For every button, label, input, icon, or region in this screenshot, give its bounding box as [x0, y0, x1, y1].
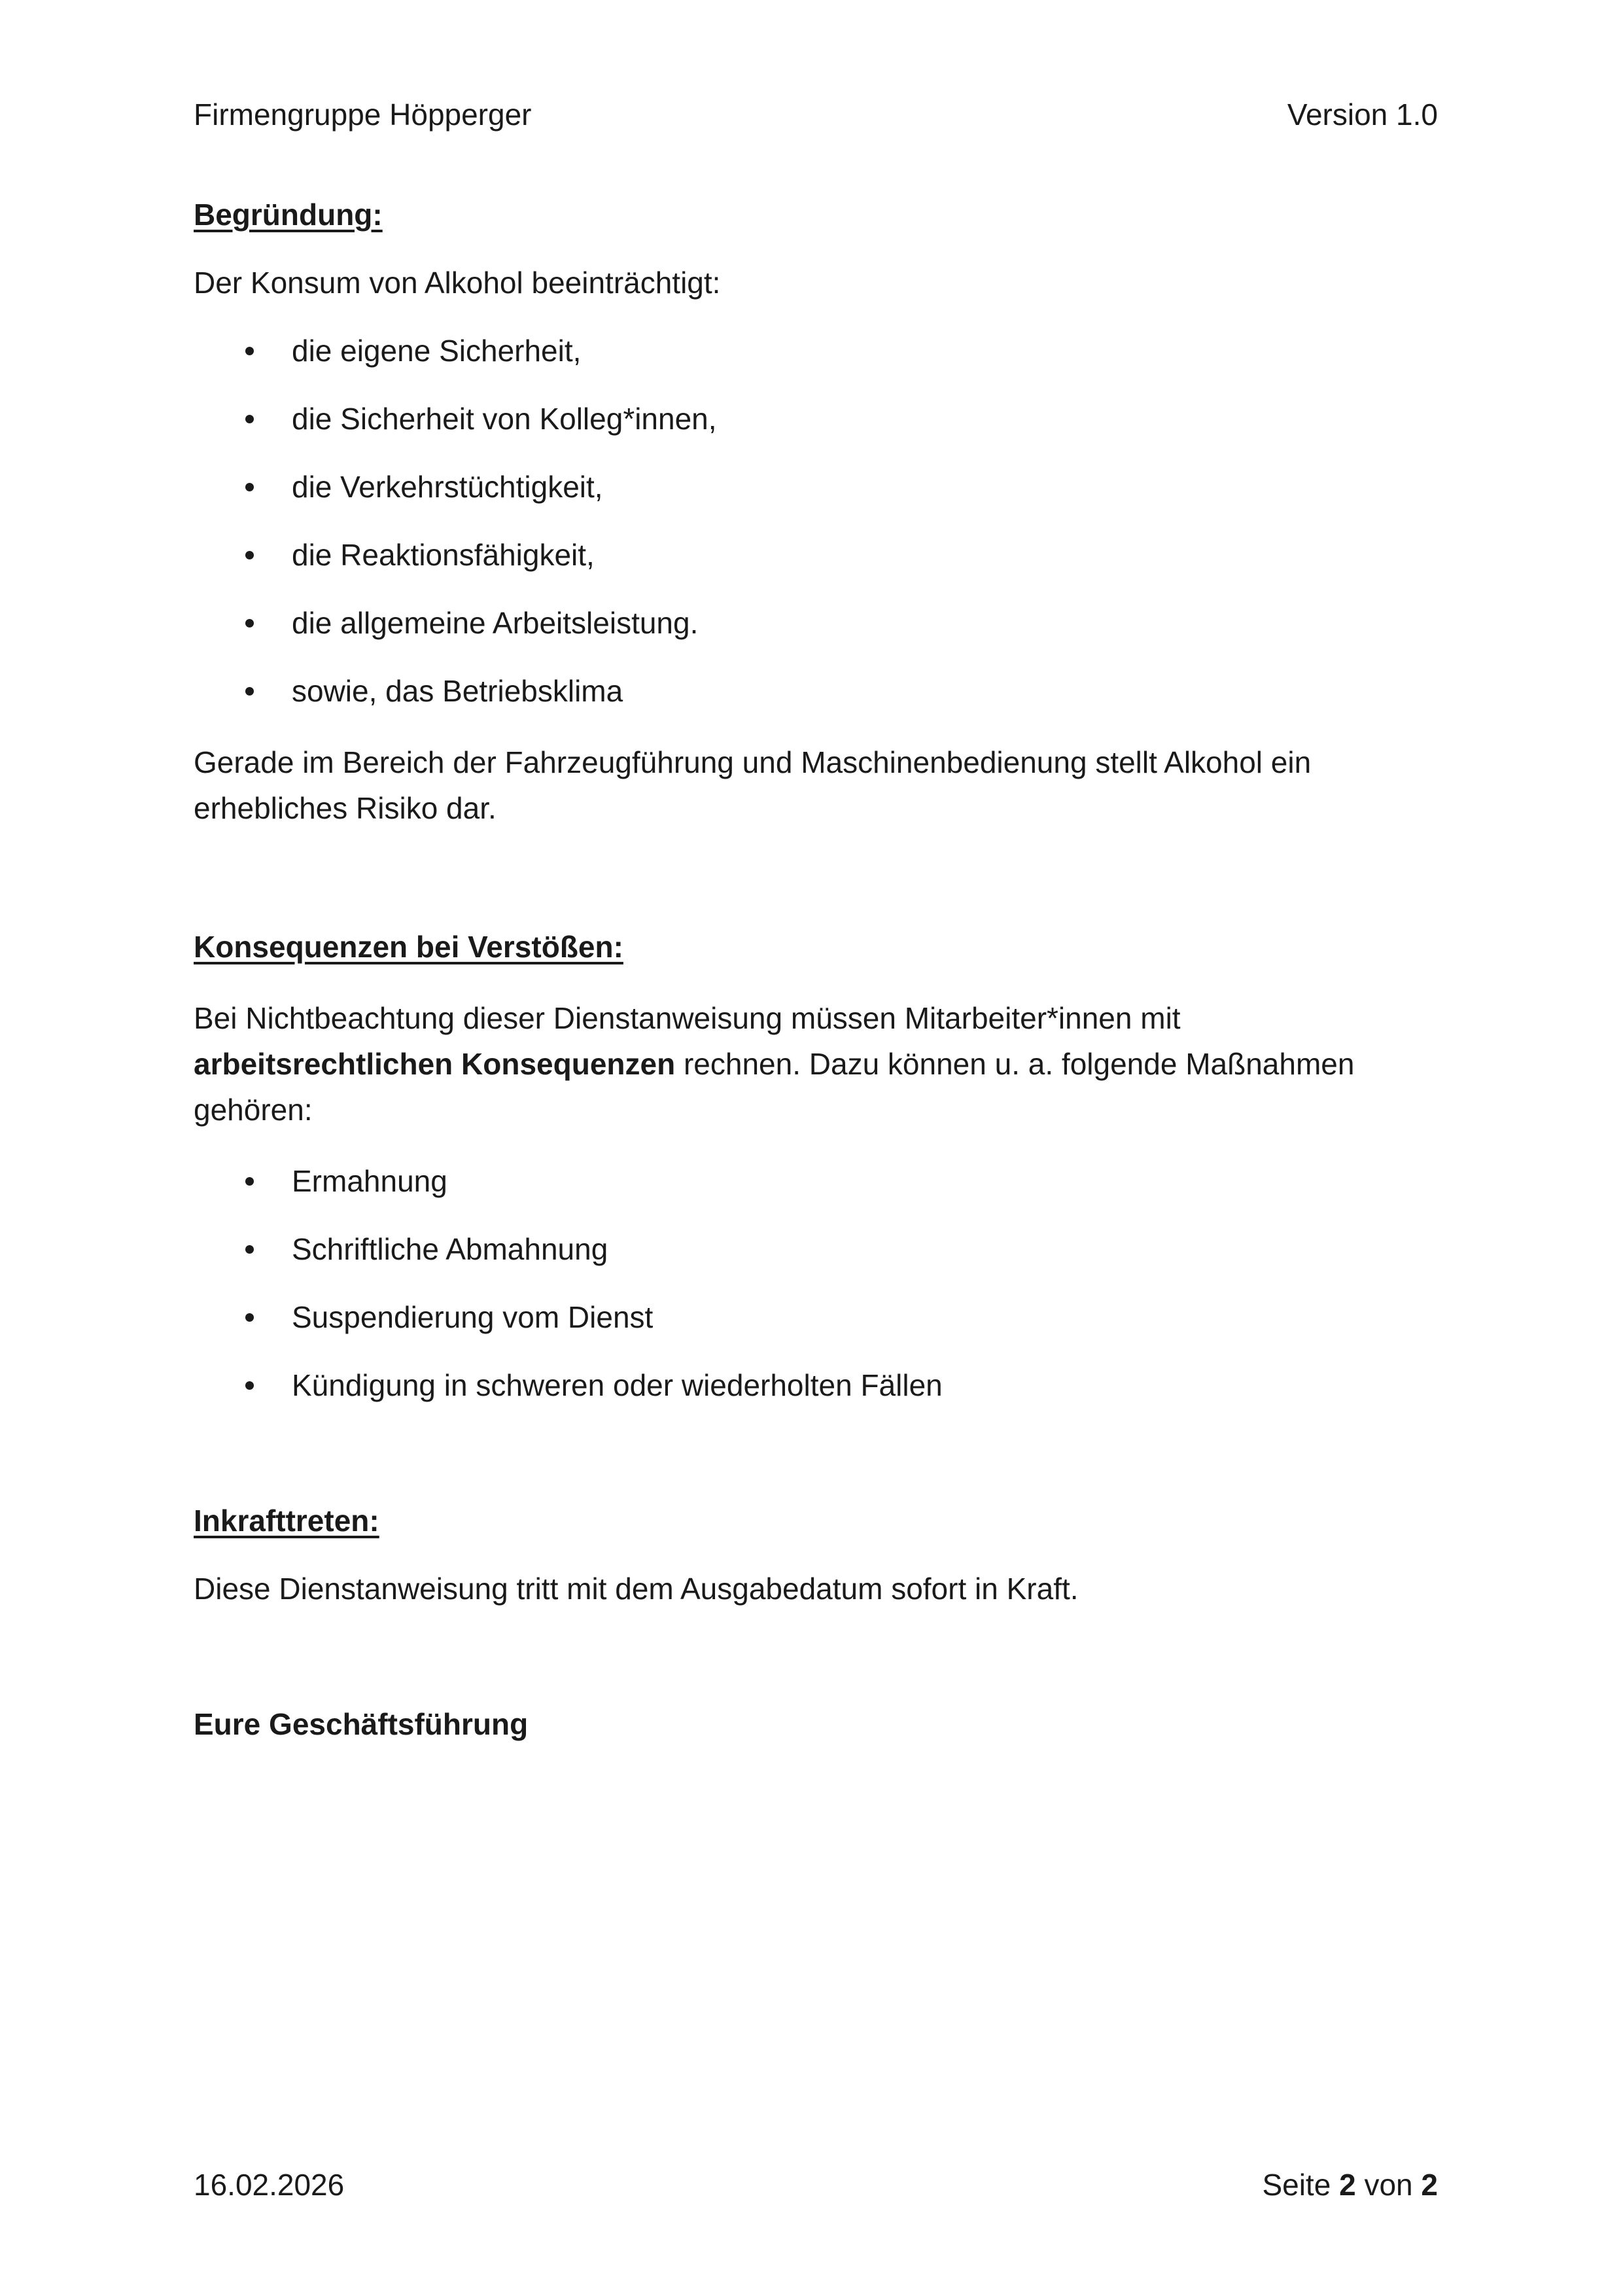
begruendung-closing: Gerade im Bereich der Fahrzeugführung und Maschinenbedienung stellt Alkohol ein erhebliches Risiko dar.	[194, 745, 1312, 825]
bullet-icon	[245, 687, 254, 696]
list-item: sowie, das Betriebsklima	[194, 671, 1438, 711]
bullet-icon	[245, 619, 254, 627]
section-heading-begruendung: Begründung:	[194, 198, 383, 232]
list-item: Ermahnung	[194, 1161, 1438, 1201]
inkrafttreten-text: Diese Dienstanweisung tritt mit dem Ausgabedatum sofort in Kraft.	[194, 1572, 1079, 1606]
page-footer	[194, 2167, 1438, 2202]
begruendung-intro: Der Konsum von Alkohol beeinträchtigt:	[194, 266, 721, 300]
page-header	[194, 97, 1438, 132]
begruendung-list	[194, 331, 1438, 711]
page-number: Seite 2 von 2	[1262, 2168, 1438, 2202]
version-label: Version 1.0	[1287, 97, 1438, 132]
list-item: die Reaktionsfähigkeit,	[194, 535, 1438, 574]
bullet-icon	[245, 347, 254, 355]
bullet-icon	[245, 1381, 254, 1390]
konsequenzen-intro: Bei Nichtbeachtung dieser Dienstanweisung müssen Mitarbeiter*innen mit arbeitsrechtlichen Konsequenzen rechnen. Dazu können u. a. folgende Maßnahmen gehören:	[194, 1001, 1355, 1127]
company-name: Firmengruppe Höpperger	[194, 97, 532, 132]
bullet-icon	[245, 1245, 254, 1254]
issue-date: 16.02.2026	[194, 2168, 345, 2202]
list-item: die Verkehrstüchtigkeit,	[194, 467, 1438, 506]
document-body	[194, 195, 1438, 1744]
list-item: Schriftliche Abmahnung	[194, 1229, 1438, 1269]
bullet-icon	[245, 1313, 254, 1322]
list-item: Kündigung in schweren oder wiederholten Fällen	[194, 1366, 1438, 1405]
bullet-icon	[245, 415, 254, 423]
emphasis-text: arbeitsrechtlichen Konsequenzen	[194, 1047, 676, 1081]
list-item: die Sicherheit von Kolleg*innen,	[194, 399, 1438, 438]
bullet-icon	[245, 551, 254, 559]
bullet-icon	[245, 1177, 254, 1186]
list-item: die eigene Sicherheit,	[194, 331, 1438, 370]
bullet-icon	[245, 483, 254, 491]
konsequenzen-list	[194, 1161, 1438, 1405]
section-heading-konsequenzen: Konsequenzen bei Verstößen:	[194, 930, 623, 964]
signature: Eure Geschäftsführung	[194, 1707, 529, 1741]
list-item: die allgemeine Arbeitsleistung.	[194, 603, 1438, 643]
section-heading-inkrafttreten: Inkrafttreten:	[194, 1504, 379, 1538]
list-item: Suspendierung vom Dienst	[194, 1298, 1438, 1337]
